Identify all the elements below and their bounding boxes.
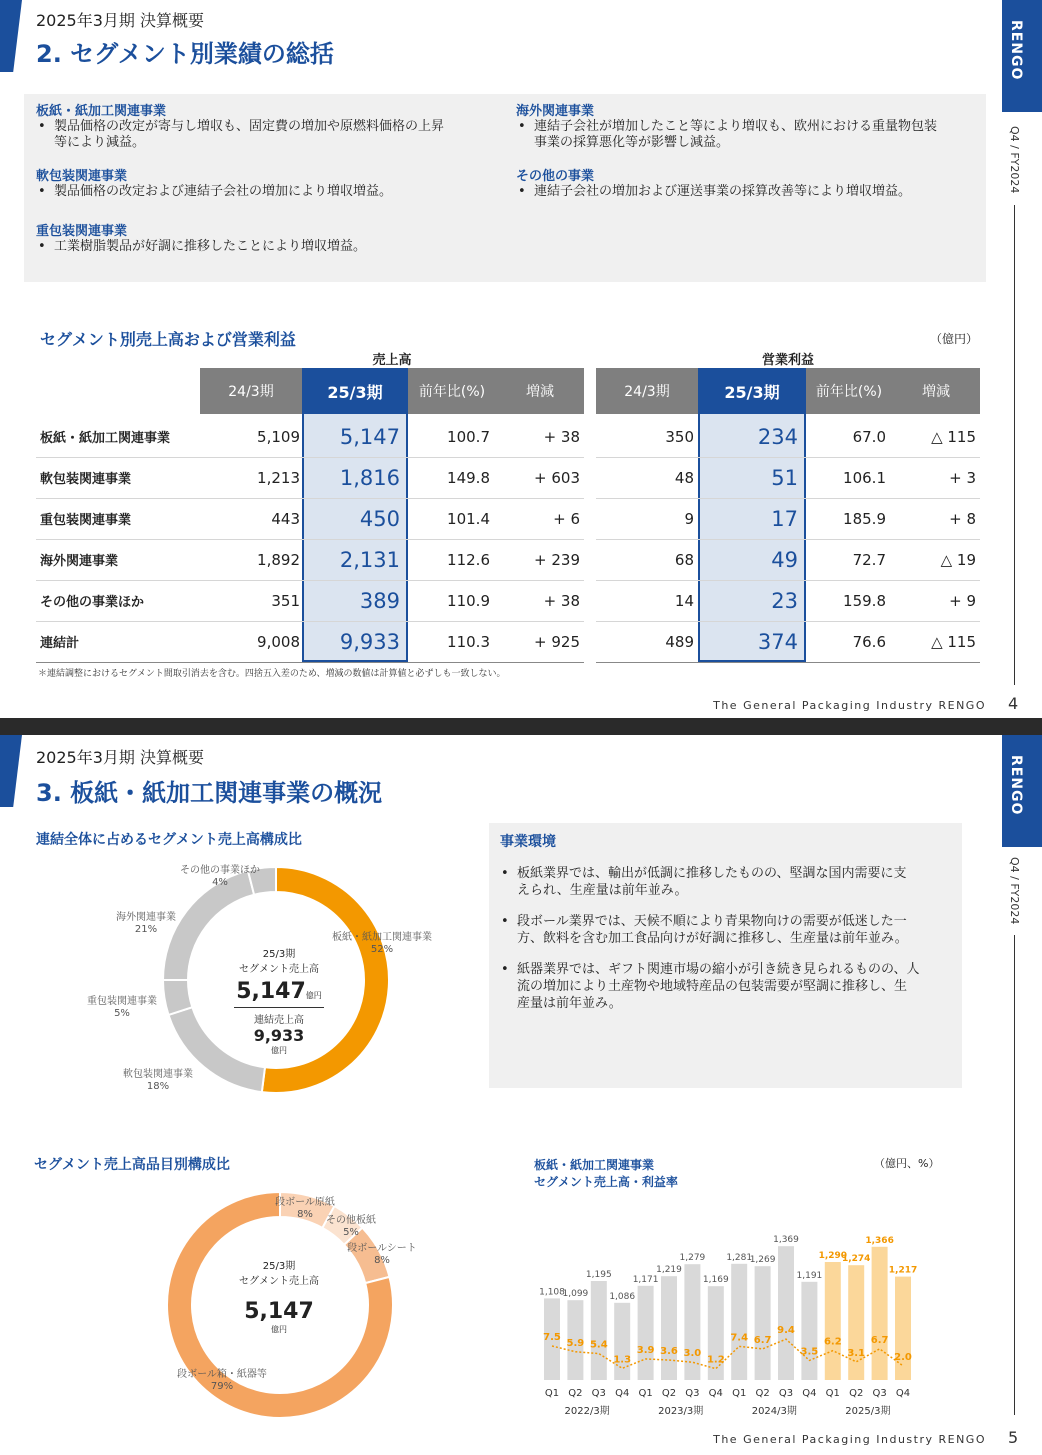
sales-label: 1,274 — [841, 1254, 871, 1265]
env-bullet: • 紙器業界では、ギフト関連市場の縮小が引き続き見られるものの、人 流の増加により土産物や地域特産品の包装需要が堅調に推移し、生 産量は前年並み。 — [499, 961, 951, 1012]
table-cell: 14 — [674, 591, 694, 610]
summary-heading: その他の事業 — [516, 169, 595, 184]
kicker: 2025年3月期 決算概要 — [36, 748, 204, 767]
environment-title: 事業環境 — [500, 834, 556, 850]
logo-bar — [1002, 0, 1042, 112]
table-cell: + 239 — [534, 550, 580, 569]
table-cell: 48 — [674, 468, 694, 487]
donut2-label: 段ボール箱・紙器等 79% — [177, 1369, 267, 1392]
quarter-tick: Q2 — [661, 1388, 677, 1399]
sales-label: 1,086 — [609, 1291, 636, 1302]
sales-bar — [755, 1266, 771, 1380]
table-bottom-rule — [36, 662, 584, 663]
sales-bar — [614, 1303, 630, 1380]
rengo-logo: RENGO — [1008, 20, 1024, 81]
table-cell: △ 115 — [931, 427, 976, 446]
sales-label: 1,195 — [585, 1270, 612, 1280]
table-cell: + 38 — [543, 427, 580, 446]
donut2-label: 段ボールシート 8% — [347, 1243, 417, 1266]
table-cell: + 6 — [553, 509, 580, 528]
summary-bullet: • 連結子会社が増加したこと等により増収も、欧州における重量物包装 事業の採算悪化等が影響し減益。 — [516, 119, 982, 151]
fiscal-year-label: 2022/3期 — [564, 1406, 610, 1415]
segment-bar-chart — [530, 1205, 930, 1415]
quarter-tick: Q1 — [825, 1388, 840, 1399]
side-rule — [1014, 205, 1015, 685]
title-accent — [0, 735, 22, 807]
footer: The General Packaging Industry RENGO — [713, 1433, 986, 1446]
quarter-tick: Q1 — [638, 1388, 653, 1399]
table-cell: 110.9 — [447, 591, 490, 610]
col-header: 24/3期 — [200, 368, 302, 414]
sales-bar — [778, 1246, 794, 1380]
table-cell: 389 — [359, 588, 400, 613]
col-header-current: 25/3期 — [302, 368, 408, 414]
margin-label: 6.7 — [870, 1334, 889, 1346]
table-cell: + 9 — [949, 591, 976, 610]
summary-bullet: • 連結子会社の増加および運送事業の採算改善等により増収増益。 — [516, 184, 982, 200]
title-accent — [0, 0, 22, 72]
slide-4 — [0, 0, 1042, 718]
sales-bar — [872, 1247, 888, 1380]
table-cell: △ 19 — [940, 550, 976, 569]
table-cell: 443 — [271, 509, 300, 528]
sales-bar — [731, 1264, 747, 1380]
table-cell: 9,933 — [339, 629, 400, 654]
table-cell: 110.3 — [447, 632, 490, 651]
sales-bar — [801, 1282, 817, 1380]
sales-label: 1,099 — [562, 1289, 589, 1300]
sales-bar — [895, 1277, 911, 1380]
table-title: セグメント別売上高および営業利益 — [40, 330, 296, 349]
quarter-label: Q4 / FY2024 — [1008, 857, 1021, 925]
donut1-label: 重包装関連事業 5% — [87, 996, 157, 1019]
margin-label: 7.4 — [730, 1332, 749, 1344]
sales-label: 1,169 — [702, 1275, 729, 1286]
donut1-center: 25/3期 セグメント売上高 5,147億円 連結売上高 9,933 億円 — [215, 945, 343, 1056]
table-cell: 9,008 — [257, 632, 300, 651]
table-cell: 101.4 — [447, 509, 490, 528]
environment-bullets — [499, 865, 951, 1012]
table-cell: 49 — [771, 547, 798, 572]
margin-label: 7.5 — [543, 1332, 561, 1343]
margin-label: 5.9 — [566, 1337, 585, 1349]
margin-label: 1.3 — [613, 1354, 632, 1366]
sales-bar — [591, 1281, 607, 1380]
margin-label: 3.1 — [847, 1347, 866, 1359]
margin-label: 5.4 — [589, 1339, 608, 1351]
quarter-label: Q4 / FY2024 — [1008, 126, 1021, 194]
col-header: 24/3期 — [596, 368, 698, 414]
table-cell: 9 — [684, 509, 694, 528]
table-cell: + 603 — [534, 468, 580, 487]
footer: The General Packaging Industry RENGO — [713, 699, 986, 712]
col-header-current: 25/3期 — [698, 368, 806, 414]
quarter-tick: Q3 — [872, 1388, 887, 1399]
table-cell: 1,816 — [339, 465, 400, 490]
donut1-label: 軟包装関連事業 18% — [123, 1069, 193, 1092]
table-cell: 350 — [665, 427, 694, 446]
quarter-tick: Q1 — [732, 1388, 747, 1399]
table-cell: 1,213 — [257, 468, 300, 487]
unit-label: （億円） — [930, 332, 979, 346]
page-number: 5 — [1008, 1428, 1019, 1447]
table-cell: 1,892 — [257, 550, 300, 569]
summary-heading: 重包装関連事業 — [36, 224, 128, 239]
table-cell: 159.8 — [843, 591, 886, 610]
side-rule — [1014, 935, 1015, 1415]
row-label: 軟包装関連事業 — [40, 472, 132, 487]
sales-label: 1,290 — [818, 1251, 848, 1261]
group-sales: 売上高 — [372, 353, 412, 368]
env-bullet: • 板紙業界では、輸出が低調に推移したものの、堅調な国内需要に支 えられ、生産量は前年並み。 — [499, 865, 951, 899]
donut2-center: 25/3期 セグメント売上高 5,147 億円 — [239, 1261, 319, 1334]
margin-label: 3.5 — [800, 1346, 819, 1358]
summary-bullet: • 工業樹脂製品が好調に推移したことにより増収増益。 — [36, 239, 506, 255]
table-cell: + 3 — [949, 468, 976, 487]
bar-unit: （億円、%） — [874, 1157, 940, 1170]
margin-label: 3.6 — [660, 1346, 678, 1358]
table-cell: 5,147 — [339, 424, 400, 449]
summary-bullet: • 製品価格の改定および連結子会社の増加により増収増益。 — [36, 184, 506, 200]
quarter-tick: Q2 — [755, 1388, 770, 1399]
quarter-tick: Q2 — [568, 1388, 583, 1399]
donut1-label: 板紙・紙加工関連事業 52% — [332, 932, 432, 955]
sales-label: 1,171 — [632, 1274, 659, 1285]
fiscal-year-label: 2023/3期 — [658, 1406, 704, 1415]
donut1-label: その他の事業ほか 4% — [180, 865, 260, 888]
table-cell: 489 — [665, 632, 694, 651]
table-cell: 5,109 — [257, 427, 300, 446]
table-cell: 112.6 — [447, 550, 490, 569]
sales-label: 1,108 — [539, 1287, 565, 1298]
quarter-tick: Q3 — [778, 1388, 794, 1399]
col-header: 前年比(%) — [408, 368, 496, 414]
margin-label: 2.0 — [894, 1351, 912, 1363]
donut2-label: その他板紙 5% — [326, 1215, 376, 1238]
table-cell: 17 — [771, 506, 798, 531]
sales-label: 1,279 — [679, 1253, 706, 1264]
summary-panel — [24, 94, 986, 282]
col-header: 増減 — [496, 368, 584, 414]
row-label: 板紙・紙加工関連事業 — [40, 431, 171, 446]
page-title: 3. 板紙・紙加工関連事業の概況 — [36, 779, 383, 807]
slide-5 — [0, 735, 1042, 1455]
table-cell: 234 — [757, 424, 798, 449]
sales-bar — [661, 1276, 677, 1380]
quarter-tick: Q3 — [685, 1388, 700, 1399]
table-cell: 149.8 — [447, 468, 490, 487]
margin-label: 1.2 — [706, 1354, 725, 1366]
table-bottom-rule — [596, 662, 980, 663]
table-cell: 2,131 — [339, 547, 400, 572]
margin-label: 6.2 — [823, 1336, 842, 1348]
quarter-tick: Q1 — [544, 1388, 560, 1399]
summary-right — [516, 100, 982, 200]
sales-bar — [848, 1265, 864, 1380]
row-label: 連結計 — [40, 636, 80, 651]
row-label: 重包装関連事業 — [40, 513, 132, 528]
table-cell: 67.0 — [852, 427, 886, 446]
col-header: 前年比(%) — [806, 368, 892, 414]
table-cell: 51 — [771, 465, 798, 490]
sales-label: 1,219 — [656, 1265, 682, 1276]
row-label: その他の事業ほか — [40, 595, 145, 610]
sales-bar — [638, 1286, 654, 1380]
sales-label: 1,369 — [773, 1235, 799, 1246]
donut2-label: 段ボール原紙 8% — [275, 1197, 335, 1220]
sales-bar — [708, 1286, 724, 1380]
sales-label: 1,191 — [796, 1270, 823, 1281]
table-cell: 450 — [359, 506, 400, 531]
margin-label: 6.7 — [753, 1334, 772, 1346]
table-cell: + 8 — [949, 509, 976, 528]
table-cell: 374 — [757, 629, 798, 654]
quarter-tick: Q3 — [591, 1388, 606, 1399]
logo-bar — [1002, 735, 1042, 847]
donut1-title: 連結全体に占めるセグメント売上高構成比 — [36, 832, 302, 848]
donut1-label: 海外関連事業 21% — [116, 912, 176, 935]
table-cell: 106.1 — [843, 468, 886, 487]
environment-panel — [489, 823, 962, 1088]
row-label: 海外関連事業 — [40, 554, 119, 569]
page-number: 4 — [1008, 694, 1019, 713]
sales-label: 1,217 — [888, 1265, 918, 1276]
table-cell: 185.9 — [843, 509, 886, 528]
sales-label: 1,366 — [865, 1235, 894, 1246]
summary-heading: 軟包装関連事業 — [36, 169, 128, 184]
table-cell: + 38 — [543, 591, 580, 610]
fiscal-year-label: 2025/3期 — [845, 1406, 891, 1415]
table-cell: 72.7 — [852, 550, 886, 569]
table-cell: 76.6 — [852, 632, 886, 651]
kicker: 2025年3月期 決算概要 — [36, 11, 204, 30]
table-cell: 351 — [271, 591, 300, 610]
sales-bar — [825, 1262, 841, 1380]
env-bullet: • 段ボール業界では、天候不順により青果物向けの需要が低迷した一 方、飲料を含む加工食品向けが好調に推移し、生産量は前年並み。 — [499, 913, 951, 947]
table-cell: 100.7 — [447, 427, 490, 446]
sales-label: 1,281 — [726, 1252, 753, 1263]
quarter-tick: Q2 — [849, 1388, 864, 1399]
summary-left — [36, 100, 506, 255]
table-cell: + 925 — [534, 632, 580, 651]
margin-label: 3.0 — [683, 1348, 702, 1360]
table-note: ＊連結調整におけるセグメント間取引消去を含む。四捨五入差のため、増減の数値は計算値と必ずしも一致しない。 — [38, 669, 506, 679]
col-header: 増減 — [892, 368, 980, 414]
sales-bar — [684, 1264, 700, 1380]
quarter-tick: Q4 — [708, 1388, 723, 1399]
fiscal-year-label: 2024/3期 — [751, 1406, 797, 1415]
table-cell: 23 — [771, 588, 798, 613]
group-profit: 営業利益 — [761, 353, 814, 368]
rengo-logo: RENGO — [1008, 755, 1024, 816]
table-cell: 68 — [674, 550, 694, 569]
table-cell: △ 115 — [931, 632, 976, 651]
quarter-tick: Q4 — [802, 1388, 817, 1399]
quarter-tick: Q4 — [895, 1388, 911, 1399]
summary-bullet: • 製品価格の改定が寄与し増収も、固定費の増加や原燃料価格の上昇 等により減益。 — [36, 119, 506, 151]
margin-label: 3.9 — [636, 1344, 655, 1356]
summary-heading: 海外関連事業 — [516, 104, 595, 119]
quarter-tick: Q4 — [615, 1388, 630, 1399]
bar-title: 板紙・紙加工関連事業 セグメント売上高・利益率 — [534, 1158, 678, 1189]
donut2-title: セグメント売上高品目別構成比 — [34, 1157, 230, 1173]
page-title: 2. セグメント別業績の総括 — [36, 40, 334, 68]
margin-label: 9.4 — [777, 1325, 795, 1337]
summary-heading: 板紙・紙加工関連事業 — [36, 104, 167, 119]
sales-label: 1,269 — [749, 1255, 776, 1266]
